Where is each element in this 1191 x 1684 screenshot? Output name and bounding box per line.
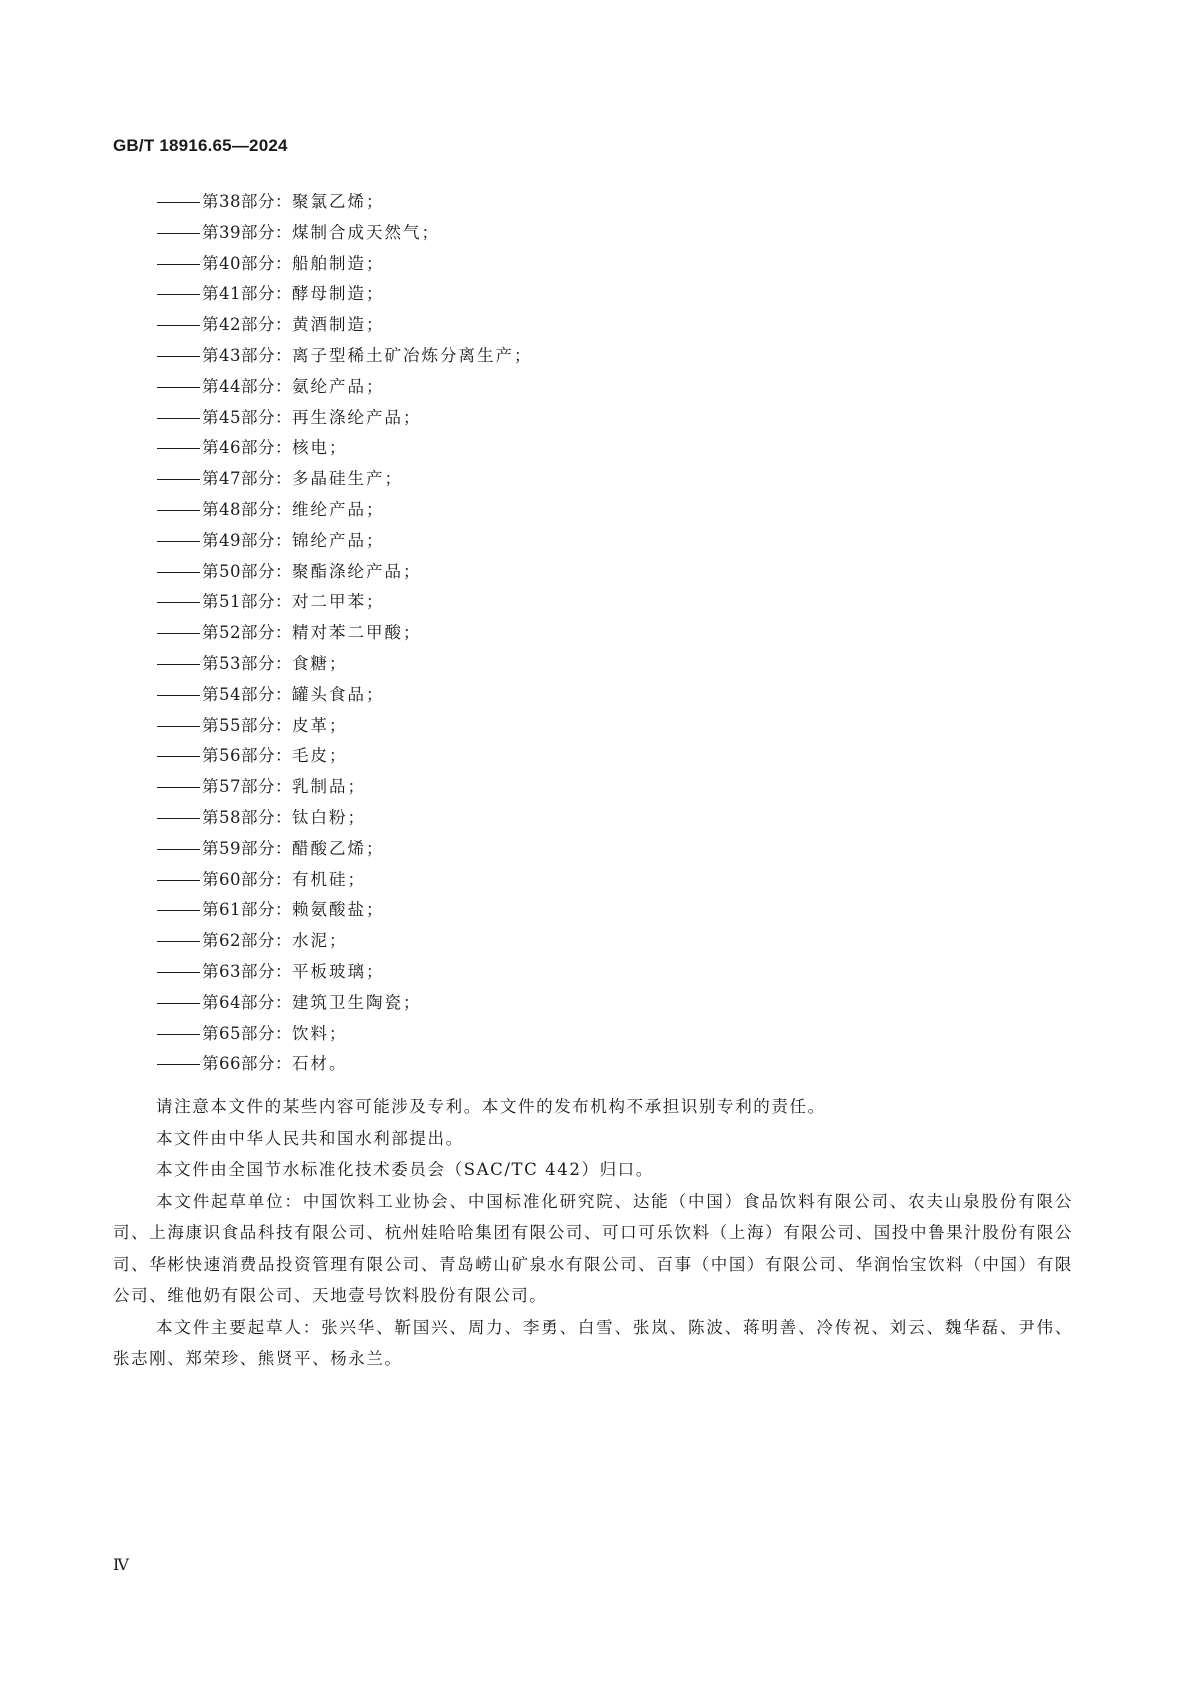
em-dash-bullet (157, 633, 200, 634)
part-label: 第58部分： (202, 807, 292, 827)
part-label: 第43部分： (202, 345, 292, 365)
em-dash-bullet (157, 756, 200, 757)
em-dash-bullet (157, 356, 200, 357)
part-label: 第40部分： (202, 253, 292, 273)
part-name: 对二甲苯； (292, 592, 385, 612)
list-item (157, 433, 533, 464)
part-label: 第65部分： (202, 1023, 292, 1043)
list-item (157, 587, 533, 618)
em-dash-bullet (157, 264, 200, 265)
list-item (157, 988, 533, 1019)
part-name: 水泥； (292, 931, 348, 951)
part-name: 石材。 (292, 1054, 348, 1074)
drafting-units-paragraph: 本文件起草单位：中国饮料工业协会、中国标准化研究院、达能（中国）食品饮料有限公司、农夫山泉股份有限公司、上海康识食品科技有限公司、杭州娃哈哈集团有限公司、可口可乐饮料（上海）有限公司、国投中鲁果汁股份有限公司、华彬快速消费品投资管理有限公司、青岛崂山矿泉水有限公司、百事（中国）有限公司、华润怡宝饮料（中国）有限公司、维他奶有限公司、天地壹号饮料股份有限公司。 (113, 1191, 1073, 1305)
part-name: 再生涤纶产品； (292, 407, 422, 427)
part-label: 第57部分： (202, 777, 292, 797)
em-dash-bullet (157, 1034, 200, 1035)
em-dash-bullet (157, 294, 200, 295)
em-dash-bullet (157, 695, 200, 696)
part-label: 第50部分： (202, 561, 292, 581)
parts-list (157, 187, 533, 1080)
part-label: 第38部分： (202, 192, 292, 211)
list-item (157, 803, 533, 834)
part-label: 第46部分： (202, 438, 292, 458)
part-name: 食糖； (292, 653, 348, 673)
part-name: 聚氯乙烯； (292, 192, 385, 211)
list-item (157, 249, 533, 280)
list-item (157, 1019, 533, 1050)
part-name: 多晶硅生产； (292, 469, 403, 489)
list-item (157, 895, 533, 926)
part-label: 第41部分： (202, 284, 292, 304)
em-dash-bullet (157, 910, 200, 911)
list-item (157, 711, 533, 742)
part-name: 维纶产品； (292, 499, 385, 519)
part-name: 氨纶产品； (292, 376, 385, 396)
list-item (157, 310, 533, 341)
part-name: 锦纶产品； (292, 530, 385, 550)
part-label: 第53部分： (202, 653, 292, 673)
list-item (157, 526, 533, 557)
list-item (157, 772, 533, 803)
em-dash-bullet (157, 941, 200, 942)
centralized-by-paragraph: 本文件由全国节水标准化技术委员会（SAC/TC 442）归口。 (156, 1160, 654, 1179)
list-item (157, 341, 533, 372)
list-item (157, 279, 533, 310)
em-dash-bullet (157, 972, 200, 973)
em-dash-bullet (157, 787, 200, 788)
em-dash-bullet (157, 726, 200, 727)
part-label: 第42部分： (202, 315, 292, 335)
list-item (157, 926, 533, 957)
part-label: 第44部分： (202, 376, 292, 396)
list-item (157, 618, 533, 649)
part-label: 第66部分： (202, 1054, 292, 1074)
part-name: 有机硅； (292, 869, 366, 889)
part-label: 第55部分： (202, 715, 292, 735)
part-label: 第54部分： (202, 684, 292, 704)
list-item (157, 865, 533, 896)
em-dash-bullet (157, 602, 200, 603)
em-dash-bullet (157, 233, 200, 234)
list-item (157, 372, 533, 403)
part-label: 第47部分： (202, 469, 292, 489)
em-dash-bullet (157, 849, 200, 850)
patent-notice-paragraph: 请注意本文件的某些内容可能涉及专利。本文件的发布机构不承担识别专利的责任。 (156, 1097, 826, 1116)
part-name: 饮料； (292, 1023, 348, 1043)
part-label: 第49部分： (202, 530, 292, 550)
em-dash-bullet (157, 202, 200, 203)
part-label: 第51部分： (202, 592, 292, 612)
list-item (157, 834, 533, 865)
part-name: 醋酸乙烯； (292, 838, 385, 858)
part-name: 皮革； (292, 715, 348, 735)
part-name: 酵母制造； (292, 284, 385, 304)
part-name: 船舶制造； (292, 253, 385, 273)
em-dash-bullet (157, 818, 200, 819)
em-dash-bullet (157, 418, 200, 419)
part-name: 建筑卫生陶瓷； (292, 992, 422, 1012)
list-item (157, 218, 533, 249)
em-dash-bullet (157, 541, 200, 542)
list-item (157, 403, 533, 434)
em-dash-bullet (157, 448, 200, 449)
list-item (157, 187, 533, 218)
proposer-paragraph: 本文件由中华人民共和国水利部提出。 (156, 1128, 464, 1148)
em-dash-bullet (157, 325, 200, 326)
page-number: Ⅳ (113, 1555, 129, 1574)
part-name: 钛白粉； (292, 807, 366, 827)
part-name: 煤制合成天然气； (292, 222, 440, 242)
list-item (157, 957, 533, 988)
list-item (157, 680, 533, 711)
part-name: 聚酯涤纶产品； (292, 561, 422, 581)
part-name: 毛皮； (292, 746, 348, 766)
part-label: 第45部分： (202, 407, 292, 427)
list-item (157, 495, 533, 526)
part-label: 第61部分： (202, 900, 292, 920)
em-dash-bullet (157, 387, 200, 388)
part-label: 第59部分： (202, 838, 292, 858)
part-label: 第48部分： (202, 499, 292, 519)
drafters-paragraph: 本文件主要起草人：张兴华、靳国兴、周力、李勇、白雪、张岚、陈波、蒋明善、冷传祝、刘云、魏华磊、尹伟、张志刚、郑荣珍、熊贤平、杨永兰。 (113, 1317, 1073, 1368)
em-dash-bullet (157, 1064, 200, 1065)
em-dash-bullet (157, 664, 200, 665)
list-item (157, 1049, 533, 1080)
foreword-paragraphs (113, 1091, 1073, 1375)
part-label: 第64部分： (202, 992, 292, 1012)
em-dash-bullet (157, 479, 200, 480)
em-dash-bullet (157, 510, 200, 511)
part-name: 平板玻璃； (292, 961, 385, 981)
part-name: 黄酒制造； (292, 315, 385, 335)
em-dash-bullet (157, 572, 200, 573)
part-label: 第56部分： (202, 746, 292, 766)
part-name: 乳制品； (292, 777, 366, 797)
part-label: 第63部分： (202, 961, 292, 981)
part-name: 罐头食品； (292, 684, 385, 704)
part-label: 第60部分： (202, 869, 292, 889)
standard-code-header: GB/T 18916.65—2024 (113, 136, 288, 155)
part-name: 离子型稀土矿冶炼分离生产； (292, 345, 533, 365)
list-item (157, 464, 533, 495)
list-item (157, 557, 533, 588)
part-label: 第52部分： (202, 623, 292, 643)
part-label: 第62部分： (202, 931, 292, 951)
em-dash-bullet (157, 880, 200, 881)
part-name: 精对苯二甲酸； (292, 623, 422, 643)
part-name: 核电； (292, 438, 348, 458)
list-item (157, 649, 533, 680)
part-label: 第39部分： (202, 222, 292, 242)
list-item (157, 741, 533, 772)
em-dash-bullet (157, 1003, 200, 1004)
part-name: 赖氨酸盐； (292, 900, 385, 920)
